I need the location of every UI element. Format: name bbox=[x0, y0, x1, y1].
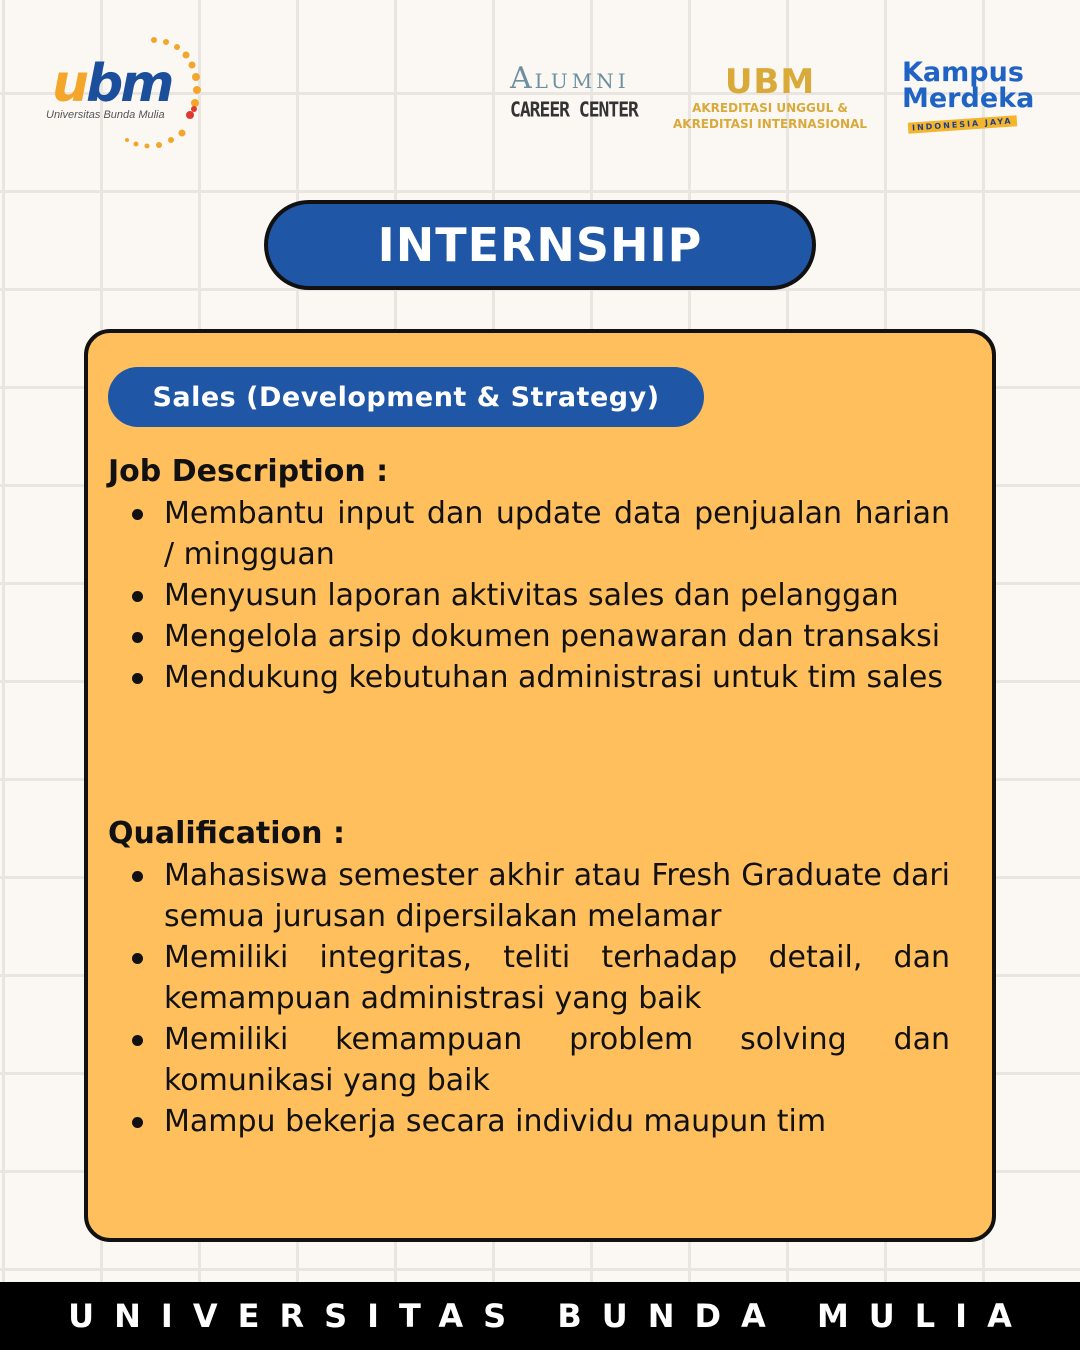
qualification-heading: Qualification : bbox=[108, 816, 345, 851]
list-item: Memiliki kemampuan problem solving dan komunikasi yang baik bbox=[108, 1019, 950, 1101]
footer-text: UNIVERSITAS BUNDA MULIA bbox=[68, 1297, 1032, 1335]
job-description-list bbox=[108, 493, 950, 698]
list-item: Mengelola arsip dokumen penawaran dan transaksi bbox=[108, 616, 950, 657]
akreditasi-title: UBM bbox=[724, 62, 816, 102]
akreditasi-line-1: AKREDITASI UNGGUL & bbox=[692, 101, 848, 115]
merdeka-text: Merdeka bbox=[902, 83, 1035, 114]
job-card bbox=[84, 329, 996, 1242]
ubm-wordmark: ubm bbox=[52, 54, 172, 114]
role-title: Sales (Development & Strategy) bbox=[152, 381, 660, 413]
list-item: Mendukung kebutuhan administrasi untuk tim sales bbox=[108, 657, 950, 698]
list-item: Membantu input dan update data penjualan harian / mingguan bbox=[108, 493, 950, 575]
title-banner bbox=[264, 200, 816, 290]
qualification-section bbox=[108, 813, 950, 1142]
list-item: Menyusun laporan aktivitas sales dan pelanggan bbox=[108, 575, 950, 616]
kampus-text: Kampus bbox=[902, 57, 1024, 88]
list-item: Mahasiswa semester akhir atau Fresh Graduate dari semua jurusan dipersilakan melamar bbox=[108, 855, 950, 937]
indonesia-jaya-tag: INDONESIA JAYA bbox=[908, 115, 1017, 134]
footer-bar bbox=[0, 1282, 1080, 1350]
career-center-text: CAREER CENTER bbox=[510, 98, 638, 123]
akreditasi-logo bbox=[664, 64, 876, 132]
page-title: INTERNSHIP bbox=[377, 218, 703, 272]
job-description-heading: Job Description : bbox=[108, 454, 389, 489]
ubm-subtitle: Universitas Bunda Mulia bbox=[46, 109, 165, 121]
alumni-wordmark: ALUMNI bbox=[510, 61, 630, 96]
alumni-career-center-logo bbox=[510, 62, 650, 128]
job-description-section bbox=[108, 451, 950, 698]
list-item: Mampu bekerja secara individu maupun tim bbox=[108, 1101, 950, 1142]
list-item: Memiliki integritas, teliti terhadap detail, dan kemampuan administrasi yang baik bbox=[108, 937, 950, 1019]
qualification-list bbox=[108, 855, 950, 1142]
ubm-logo bbox=[44, 34, 214, 150]
kampus-merdeka-logo bbox=[902, 57, 1042, 136]
role-banner bbox=[108, 367, 704, 427]
akreditasi-line-2: AKREDITASI INTERNASIONAL bbox=[672, 117, 868, 131]
